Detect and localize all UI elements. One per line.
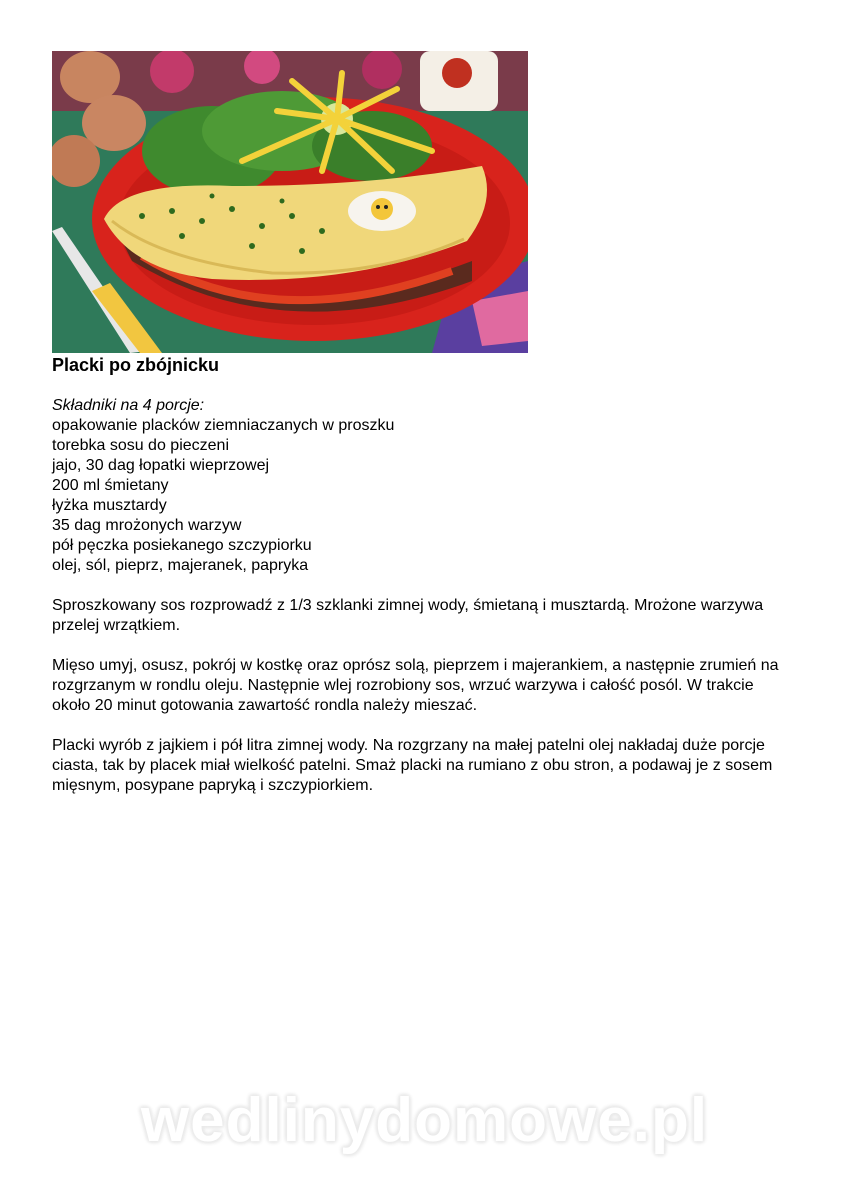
egg-eye <box>376 205 380 209</box>
ingredient-item: olej, sól, pieprz, majeranek, papryka <box>52 557 309 574</box>
dish-illustration <box>52 51 528 353</box>
recipe-photo <box>52 51 528 353</box>
preparation-step: Sproszkowany sos rozprowadź z 1/3 szklanki zimnej wody, śmietaną i musztardą. Mrożone warzywa przelej wrzątkiem. <box>52 597 764 634</box>
ingredients-list <box>52 416 792 576</box>
recipe-content <box>52 396 792 796</box>
ingredient-item: 200 ml śmietany <box>52 477 169 494</box>
preparation-step: Mięso umyj, osusz, pokrój w kostkę oraz oprósz solą, pieprzem i majerankiem, a następnie zrumień na rozgrzanym w rondlu oleju. Następnie wlej rozrobiony sos, wrzuć warzywa i całość posól. W trakcie około 20 minut gotowania zawartość rondla należy mieszać. <box>52 657 779 714</box>
ingredient-item: łyżka musztardy <box>52 497 167 514</box>
ingredient-item: torebka sosu do pieczeni <box>52 437 229 454</box>
ingredients-heading: Składniki na 4 porcje: <box>52 397 205 414</box>
flower <box>150 51 194 93</box>
egg-eye <box>384 205 388 209</box>
preparation-step: Placki wyrób z jajkiem i pół litra zimnej wody. Na rozgrzany na małej patelni olej nakładaj duże porcje ciasta, tak by placek miał wielkość patelni. Smaż placki na rumiano z obu stron, a podawaj je z sosem mięsnym, posypane papryką i szczypiorkiem. <box>52 737 773 794</box>
egg-yolk <box>371 198 393 220</box>
mug-decoration <box>442 58 472 88</box>
recipe-title: Placki po zbójnicku <box>52 355 220 375</box>
ingredient-item: jajo, 30 dag łopatki wieprzowej <box>52 457 270 474</box>
ingredient-item: 35 dag mrożonych warzyw <box>52 517 242 534</box>
ingredient-item: opakowanie placków ziemniaczanych w proszku <box>52 417 395 434</box>
watermark: wedlinydomowe.pl <box>140 1086 709 1155</box>
ingredient-item: pół pęczka posiekanego szczypiorku <box>52 537 312 554</box>
